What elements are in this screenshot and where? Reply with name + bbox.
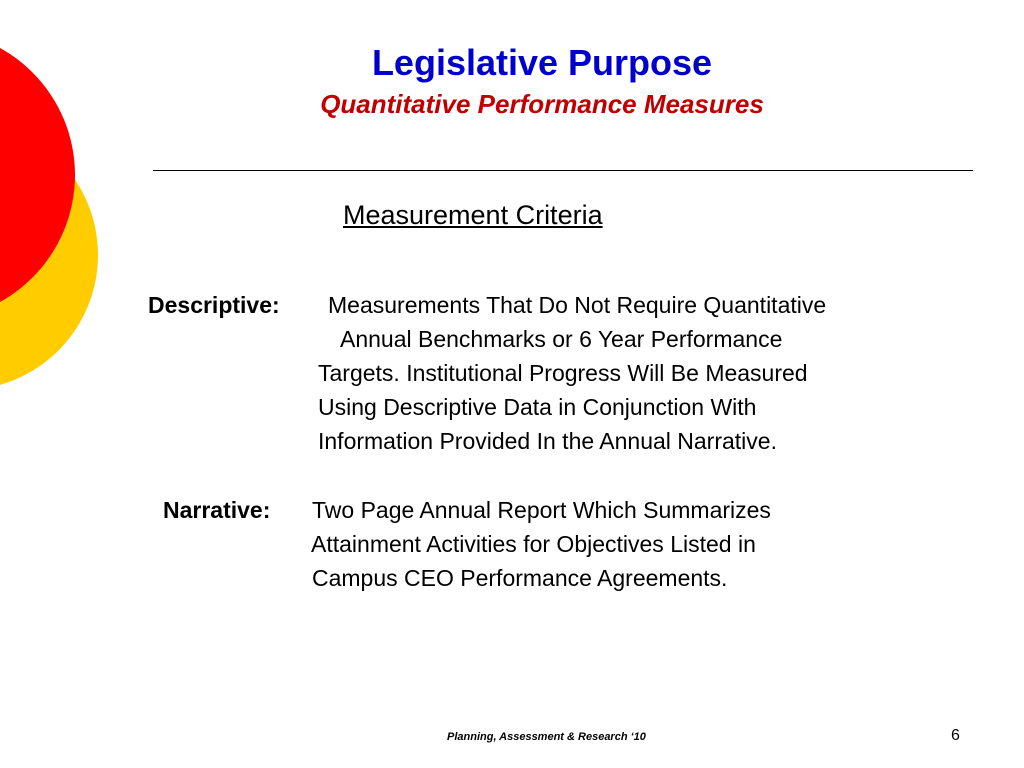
descriptive-line-4: Using Descriptive Data in Conjunction With [318,394,757,420]
descriptive-line-3: Targets. Institutional Progress Will Be Measured [318,360,808,386]
slide-title: Legislative Purpose [371,42,713,83]
narrative-line-2: Attainment Activities for Objectives Listed in [311,531,756,557]
narrative-line-1: Two Page Annual Report Which Summarizes [312,497,771,523]
title-divider [153,170,973,171]
section-heading: Measurement Criteria [343,200,603,230]
descriptive-line-1: Measurements That Do Not Require Quantitative [328,292,827,318]
page-number: 6 [951,727,960,744]
footer-text: Planning, Assessment & Research ‘10 [447,731,646,743]
slide-subtitle: Quantitative Performance Measures [320,89,764,119]
descriptive-term: Descriptive: [148,292,280,318]
descriptive-line-2: Annual Benchmarks or 6 Year Performance [340,326,783,352]
narrative-line-3: Campus CEO Performance Agreements. [312,565,728,591]
narrative-term: Narrative: [163,497,271,523]
descriptive-line-5: Information Provided In the Annual Narrative. [318,428,777,454]
